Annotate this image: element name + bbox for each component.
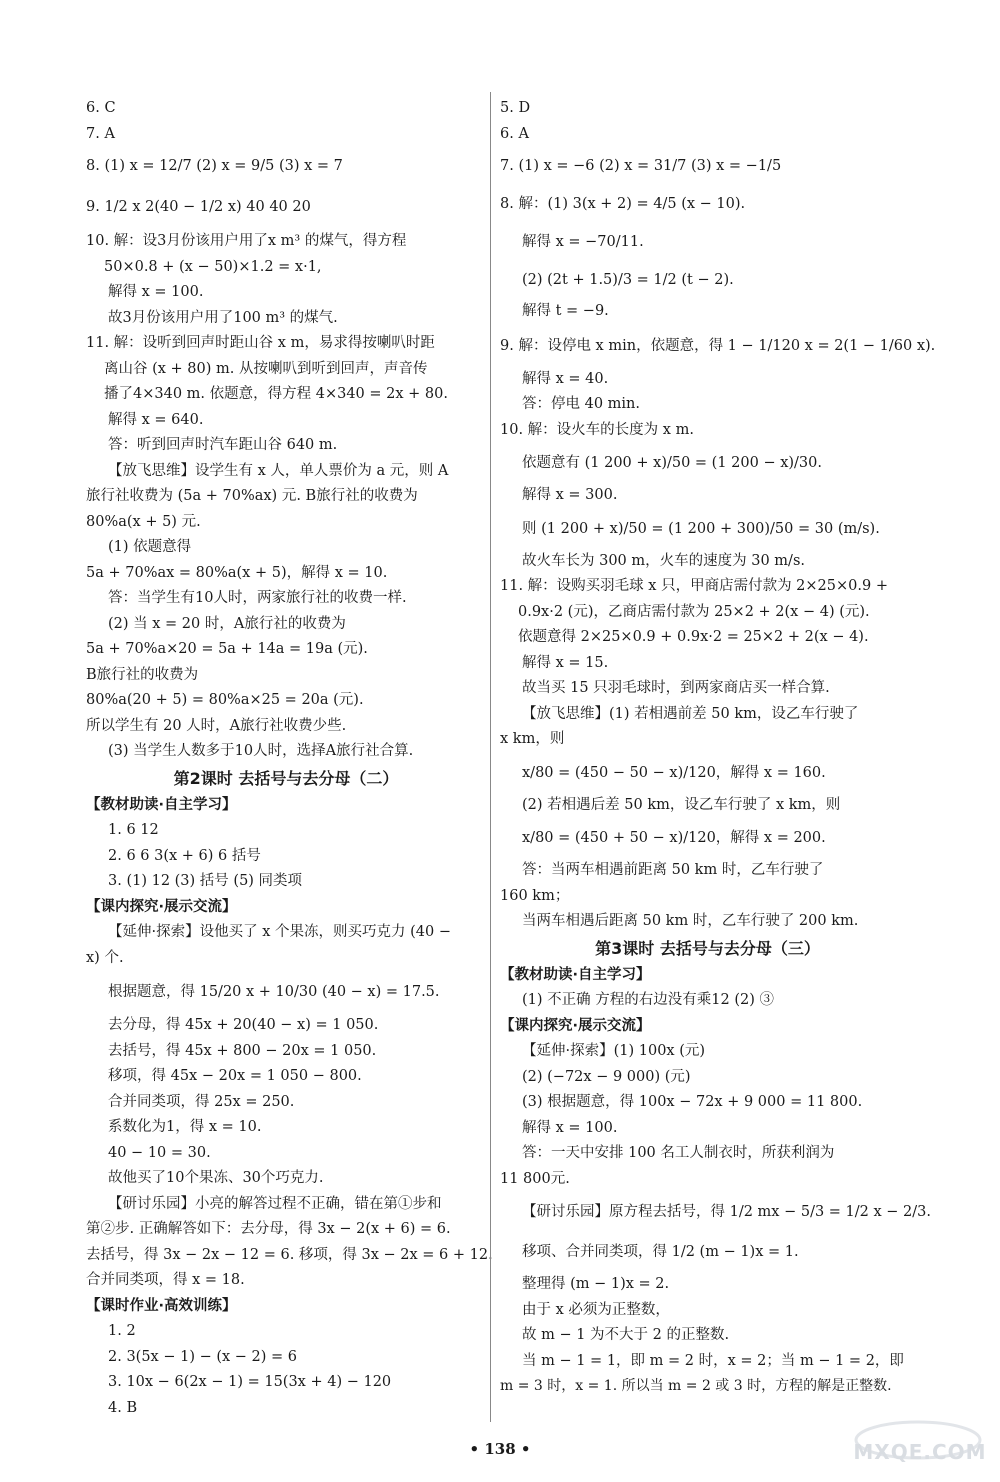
answer-line: 故他买了10个果冻、30个巧克力. <box>108 1170 324 1186</box>
answer-line: 合并同类项，得 25x = 250. <box>108 1093 295 1110</box>
answer-line: 答：听到回声时汽车距山谷 640 m. <box>108 437 338 453</box>
answer-line: 40 − 10 = 30. <box>108 1144 211 1161</box>
column-divider <box>490 92 491 1422</box>
section-heading: 【课内探究·展示交流】 <box>500 1017 651 1034</box>
answer-line: 故火车长为 300 m，火车的速度为 30 m/s. <box>522 552 805 569</box>
answer-line: 7. (1) x = −6 (2) x = 31/7 (3) x = −1/5 <box>500 158 782 174</box>
answer-line: 依题意有 (1 200 + x)/50 = (1 200 − x)/30. <box>522 455 822 471</box>
section-heading: 【课内探究·展示交流】 <box>86 898 237 915</box>
right-column <box>500 96 936 1400</box>
answer-line: 8. (1) x = 12/7 (2) x = 9/5 (3) x = 7 <box>86 158 343 174</box>
answer-line: x/80 = (450 + 50 − x)/120，解得 x = 200. <box>522 830 826 846</box>
answer-line: m = 3 时，x = 1. 所以当 m = 2 或 3 时，方程的解是正整数. <box>500 1378 892 1394</box>
answer-line: 11. 解：设购买羽毛球 x 只，甲商店需付款为 2×25×0.9 + <box>500 578 888 594</box>
left-column <box>86 96 493 1421</box>
answer-line: 解得 x = 40. <box>522 370 609 387</box>
answer-line: 4. B <box>108 1399 138 1416</box>
answer-line: 系数化为1，得 x = 10. <box>108 1119 262 1135</box>
answer-line: 故 m − 1 为不大于 2 的正整数. <box>522 1327 730 1343</box>
section-heading: 【教材助读·自主学习】 <box>86 796 237 813</box>
answer-line: 9. 解：设停电 x min，依题意，得 1 − 1/120 x = 2(1 − 1/60 x). <box>500 337 936 354</box>
answer-line: 50×0.8 + (x − 50)×1.2 = x·1, <box>104 258 322 275</box>
answer-line: 当两车相遇后距离 50 km 时，乙车行驶了 200 km. <box>522 913 859 929</box>
answer-line: 解得 t = −9. <box>522 303 609 319</box>
answer-line: 根据题意，得 15/20 x + 10/30 (40 − x) = 17.5. <box>108 984 440 1000</box>
answer-line: 6. A <box>500 125 529 142</box>
answer-line: 整理得 (m − 1)x = 2. <box>522 1276 670 1292</box>
answer-line: (3) 当学生人数多于10人时，选择A旅行社合算. <box>108 743 414 759</box>
answer-line: 故3月份该用户用了100 m³ 的煤气. <box>108 309 338 326</box>
answer-line: 解得 x = 300. <box>522 487 618 503</box>
answer-line: (2) 当 x = 20 时，A旅行社的收费为 <box>108 615 346 632</box>
answer-line: 解得 x = 640. <box>108 411 204 428</box>
section-heading: 【课时作业·高效训练】 <box>86 1297 237 1314</box>
answer-line: 【研讨乐园】小亮的解答过程不正确，错在第①步和 <box>108 1195 442 1212</box>
answer-line: 移项、合并同类项，得 1/2 (m − 1)x = 1. <box>522 1244 799 1260</box>
answer-line: 5a + 70%a×20 = 5a + 14a = 19a (元). <box>86 641 368 657</box>
answer-line: (2) (−72x − 9 000) (元) <box>522 1068 691 1085</box>
answer-line: 7. A <box>86 125 115 142</box>
answer-line: 2. 3(5x − 1) − (x − 2) = 6 <box>108 1348 298 1365</box>
answer-line: 答：一天中安排 100 名工人制衣时，所获利润为 <box>522 1145 835 1161</box>
section-title: 第3课时 去括号与去分母（三） <box>595 938 820 958</box>
answer-line: (2) 若相遇后差 50 km，设乙车行驶了 x km，则 <box>522 796 841 813</box>
answer-line: 解得 x = 100. <box>108 284 204 300</box>
answer-line: 去分母，得 45x + 20(40 − x) = 1 050. <box>108 1017 379 1033</box>
answer-line: 【放飞思维】(1) 若相遇前差 50 km，设乙车行驶了 <box>522 705 859 722</box>
answer-line: 解得 x = −70/11. <box>522 234 644 250</box>
answer-line: 11 800元. <box>500 1170 570 1187</box>
answer-line: 1. 2 <box>108 1323 136 1339</box>
answer-line: 【延伸·探索】(1) 100x (元) <box>522 1043 706 1059</box>
answer-line: 播了4×340 m. 依题意，得方程 4×340 = 2x + 80. <box>104 386 448 402</box>
answer-line: x) 个. <box>86 949 124 966</box>
page-number: • 138 • <box>469 1440 531 1458</box>
answer-line: 移项，得 45x − 20x = 1 050 − 800. <box>108 1068 362 1084</box>
answer-line: x/80 = (450 − 50 − x)/120，解得 x = 160. <box>522 764 826 781</box>
answer-line: 3. (1) 12 (3) 括号 (5) 同类项 <box>108 873 303 889</box>
answer-line: 去括号，得 3x − 2x − 12 = 6. 移项，得 3x − 2x = 6 + 12. <box>86 1246 493 1263</box>
answer-line: 合并同类项，得 x = 18. <box>86 1272 245 1288</box>
answer-line: 【研讨乐园】原方程去括号，得 1/2 mx − 5/3 = 1/2 x − 2/3. <box>522 1204 931 1220</box>
answer-line: (3) 根据题意，得 100x − 72x + 9 000 = 11 800. <box>522 1094 863 1110</box>
answer-line: 160 km； <box>500 887 570 904</box>
answer-line: (1) 依题意得 <box>108 539 192 555</box>
answer-line: 5. D <box>500 100 531 116</box>
answer-line: 【放飞思维】设学生有 x 人，单人票价为 a 元，则 A <box>108 462 449 479</box>
answer-line: 所以学生有 20 人时，A旅行社收费少些. <box>86 717 347 734</box>
answer-line: 8. 解：(1) 3(x + 2) = 4/5 (x − 10). <box>500 196 746 212</box>
answer-line: 【延伸·探索】设他买了 x 个果冻，则买巧克力 (40 − <box>108 924 451 940</box>
section-title: 第2课时 去括号与去分母（二） <box>173 768 399 788</box>
answer-line: 1. 6 12 <box>108 822 159 838</box>
answer-line: 则 (1 200 + x)/50 = (1 200 + 300)/50 = 30 (m/s). <box>522 520 880 537</box>
section-heading: 【教材助读·自主学习】 <box>500 966 651 983</box>
answer-line: 0.9x·2 (元)，乙商店需付款为 25×2 + 2(x − 4) (元). <box>518 603 870 620</box>
answer-line: (1) 不正确 方程的右边没有乘12 (2) ③ <box>522 992 774 1008</box>
watermark-text: MXQE.COM <box>853 1440 987 1464</box>
answer-line: B旅行社的收费为 <box>86 666 199 683</box>
answer-line: 2. 6 6 3(x + 6) 6 括号 <box>108 847 261 864</box>
answer-line: 答：当两车相遇前距离 50 km 时，乙车行驶了 <box>522 862 824 878</box>
answer-line: 80%a(20 + 5) = 80%a×25 = 20a (元). <box>86 692 364 708</box>
answer-line: 当 m − 1 = 1，即 m = 2 时，x = 2；当 m − 1 = 2，即 <box>522 1352 904 1369</box>
answer-line: 9. 1/2 x 2(40 − 1/2 x) 40 40 20 <box>86 199 311 215</box>
answer-line: 旅行社收费为 (5a + 70%ax) 元. B旅行社的收费为 <box>86 488 418 504</box>
answer-line: 10. 解：设3月份该用户用了x m³ 的煤气，得方程 <box>86 233 407 249</box>
answer-line: 答：停电 40 min. <box>522 396 641 412</box>
answer-line: 解得 x = 100. <box>522 1119 618 1136</box>
answer-line: 11. 解：设听到回声时距山谷 x m，易求得按喇叭时距 <box>86 335 435 351</box>
answer-line: 依题意得 2×25×0.9 + 0.9x·2 = 25×2 + 2(x − 4). <box>518 629 869 645</box>
answer-line: 解得 x = 15. <box>522 654 609 671</box>
answer-line: 离山谷 (x + 80) m. 从按喇叭到听到回声，声音传 <box>104 360 428 377</box>
answer-line: 去括号，得 45x + 800 − 20x = 1 050. <box>108 1042 377 1059</box>
answer-line: 5a + 70%ax = 80%a(x + 5)，解得 x = 10. <box>86 564 388 581</box>
answer-line: 答：当学生有10人时，两家旅行社的收费一样. <box>108 590 407 606</box>
answer-line: 由于 x 必须为正整数， <box>522 1301 670 1318</box>
answer-line: 6. C <box>86 100 116 116</box>
answer-line: (2) (2t + 1.5)/3 = 1/2 (t − 2). <box>522 272 734 288</box>
answer-line: 第②步. 正确解答如下：去分母，得 3x − 2(x + 6) = 6. <box>86 1221 451 1237</box>
answer-line: 故当买 15 只羽毛球时，到两家商店买一样合算. <box>522 680 830 696</box>
answer-line: x km，则 <box>500 731 565 747</box>
answer-line: 3. 10x − 6(2x − 1) = 15(3x + 4) − 120 <box>108 1374 392 1390</box>
answer-line: 80%a(x + 5) 元. <box>86 513 201 530</box>
answer-line: 10. 解：设火车的长度为 x m. <box>500 421 694 438</box>
